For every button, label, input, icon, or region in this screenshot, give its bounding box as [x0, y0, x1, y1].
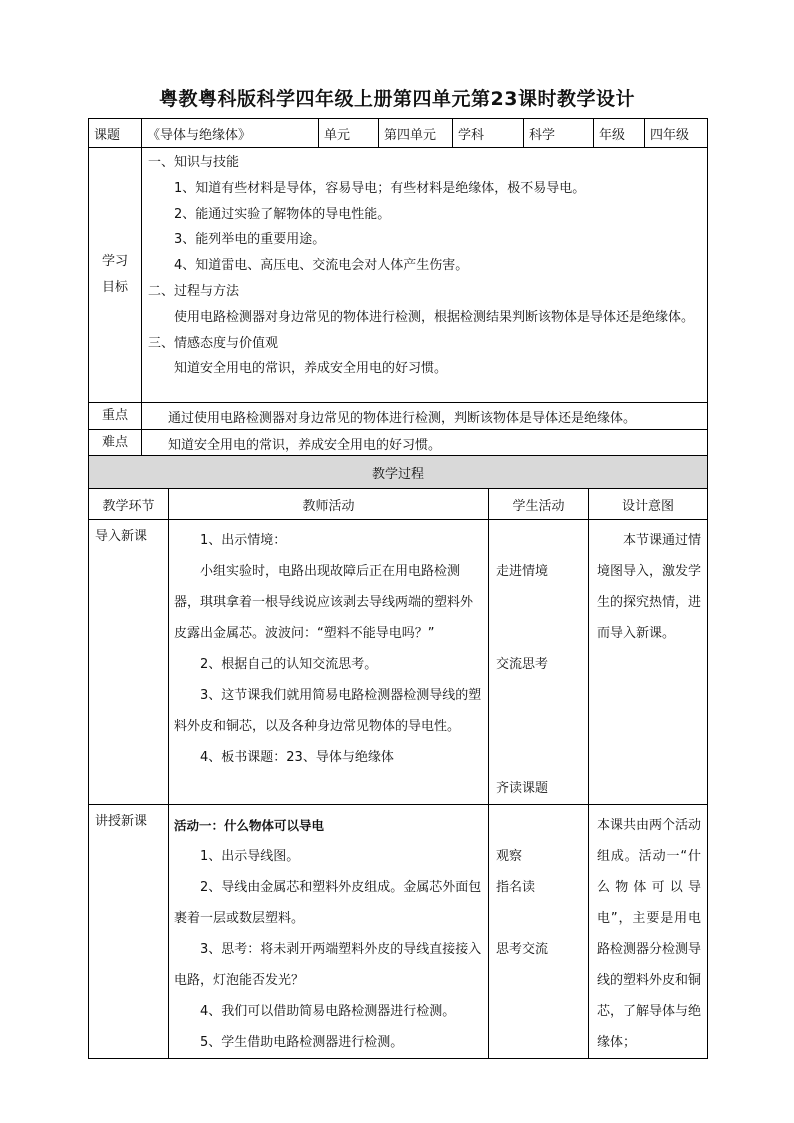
process-title-row — [89, 456, 708, 489]
intro-row — [89, 520, 708, 805]
grade-label: 年级 — [594, 119, 645, 148]
column-header-row — [89, 489, 708, 520]
goal-item: 1、知道有些材料是导体，容易导电；有些材料是绝缘体，极不易导电。 — [174, 180, 586, 196]
column-header: 教师活动 — [169, 489, 489, 520]
stage-lecture: 讲授新课 — [89, 805, 169, 1059]
goal-item: 4、知道雷电、高压电、交流电会对人体产生伤害。 — [174, 258, 469, 274]
difficulty-text: 知道安全用电的常识，养成安全用电的好习惯。 — [142, 430, 708, 457]
key-point-row — [89, 403, 708, 430]
design-intent-intro: 本节课通过情境图导入，激发学生的探究热情，进而导入新课。 — [589, 520, 708, 805]
student-activity-lecture: 观察 指名读 思考交流 — [489, 805, 589, 1059]
process-table — [88, 455, 708, 1059]
topic-value: 《导体与绝缘体》 — [142, 119, 319, 148]
unit-value: 第四单元 — [379, 119, 453, 148]
process-title: 教学过程 — [89, 456, 708, 489]
grade-value: 四年级 — [645, 119, 708, 148]
column-header: 学生活动 — [489, 489, 589, 520]
unit-label: 单元 — [319, 119, 379, 148]
lecture-row — [89, 805, 708, 1059]
subject-label: 学科 — [453, 119, 524, 148]
stage-intro: 导入新课 — [89, 520, 169, 805]
goal-item: 3、能列举电的重要用途。 — [174, 232, 326, 248]
goal-heading-2: 二、过程与方法 — [148, 283, 240, 299]
teacher-activity-intro: 1、出示情境： 小组实验时，电路出现故障后正在用电路检测器，琪琪拿着一根导线说应该剥去导线两端的塑料外皮露出金属芯。波波问：“塑料不能导电吗？” 2、根据自己的认知交流思考。 3、这节课我们就用简易电路检测器检测导线的塑料外皮和铜芯，以及各种身边常见物体的导电性。 4、板书课题：23、导体与绝缘体 — [169, 520, 489, 805]
topic-label: 课题 — [89, 119, 142, 148]
goals-content — [142, 148, 708, 403]
subject-value: 科学 — [524, 119, 594, 148]
info-row — [89, 119, 708, 148]
info-table — [88, 118, 708, 457]
student-activity-intro: 走进情境 交流思考 齐读课题 — [489, 520, 589, 805]
column-header: 设计意图 — [589, 489, 708, 520]
key-point-label: 重点 — [89, 403, 142, 430]
difficulty-row — [89, 430, 708, 457]
goal-item: 2、能通过实验了解物体的导电性能。 — [174, 206, 391, 222]
column-header: 教学环节 — [89, 489, 169, 520]
difficulty-label: 难点 — [89, 430, 142, 457]
key-point-text: 通过使用电路检测器对身边常见的物体进行检测，判断该物体是导体还是绝缘体。 — [142, 403, 708, 430]
goal-heading-3: 三、情感态度与价值观 — [148, 335, 279, 351]
goals-row — [89, 148, 708, 403]
page-title: 粤教粤科版科学四年级上册第四单元第23课时教学设计 — [159, 88, 635, 110]
goal-item: 知道安全用电的常识，养成安全用电的好习惯。 — [174, 361, 448, 377]
design-intent-lecture: 本课共由两个活动组成。活动一“什么物体可以导电”，主要是用电路检测器分检测导线的塑料外皮和铜芯，了解导体与绝缘体； — [589, 805, 708, 1059]
goal-item: 使用电路检测器对身边常见的物体进行检测，根据检测结果判断该物体是导体还是绝缘体。 — [174, 309, 695, 325]
goals-label: 学习 目标 — [89, 148, 142, 403]
teacher-activity-lecture: 活动一：什么物体可以导电 1、出示导线图。 2、导线由金属芯和塑料外皮组成。金属芯外面包裹着一层或数层塑料。 3、思考：将未剥开两端塑料外皮的导线直接接入电路，灯泡能否发光？ 4、我们可以借助简易电路检测器进行检测。 5、学生借助电路检测器进行检测。 — [169, 805, 489, 1059]
goal-heading-1: 一、知识与技能 — [148, 155, 240, 170]
